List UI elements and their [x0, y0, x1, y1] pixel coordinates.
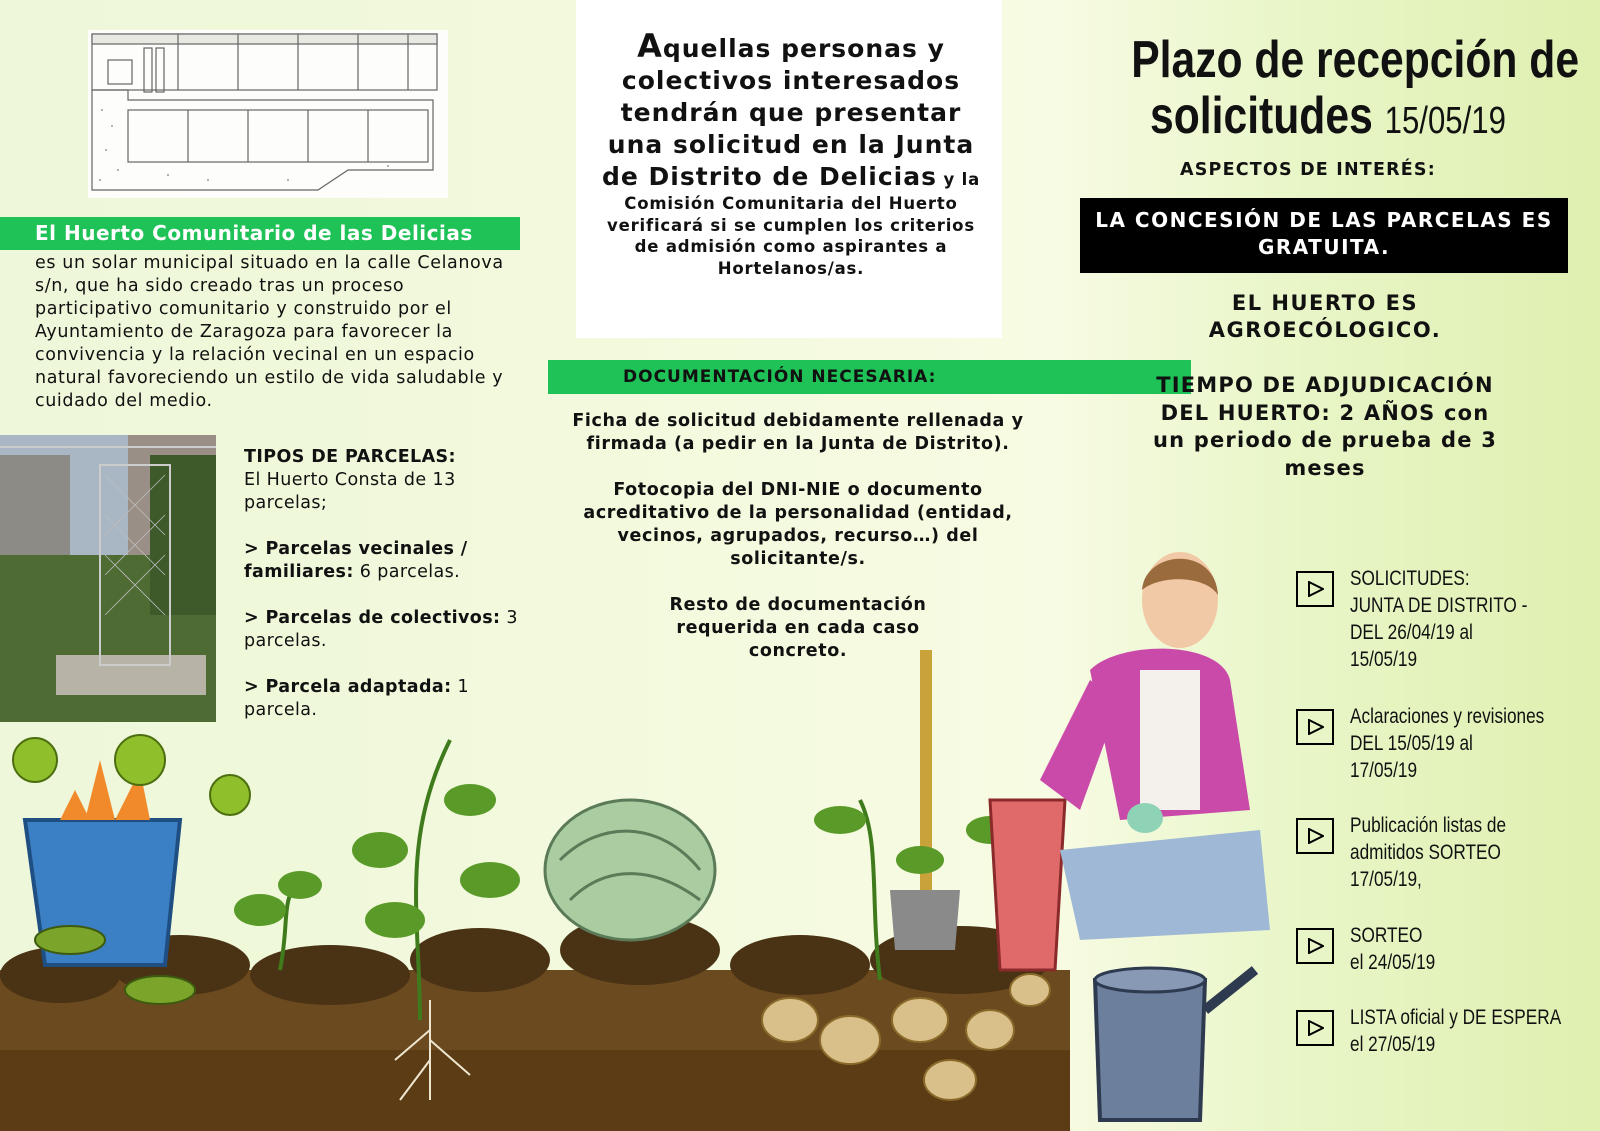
documentation-title: DOCUMENTACIÓN NECESARIA: [623, 367, 937, 387]
free-text: LA CONCESIÓN DE LAS PARCELAS ES GRATUITA. [1095, 208, 1553, 259]
deadline-date: 15/05/19 [1384, 100, 1506, 142]
plot-types-text: El Huerto Consta de 13 parcelas; [244, 470, 456, 513]
agroecological-text: EL HUERTO ES AGROECÓLOGICO. [1208, 291, 1442, 342]
play-icon [1296, 928, 1334, 964]
step-sorteo [1296, 922, 1596, 982]
collective-plots-label: > Parcelas de colectivos: [244, 608, 501, 628]
step-publicacion [1296, 812, 1596, 891]
garden-plan-illustration [88, 30, 448, 198]
play-icon [1296, 818, 1334, 854]
doc-item: Ficha de solicitud debidamente rellenada y firmada (a pedir en la Junta de Distrito). [572, 411, 1024, 454]
step-text: LISTA oficial y DE ESPERA el 27/05/19 [1350, 1006, 1562, 1056]
intro-first-letter: A [637, 27, 663, 65]
plot-types-title: TIPOS DE PARCELAS: [244, 447, 456, 467]
intro-main: quellas personas y colectivos interesados tendrán que presentar una solicitud en la Junta de Distrito de Delicias [601, 34, 975, 191]
neighbour-plots-label: > Parcelas vecinales / familiares: [244, 539, 468, 582]
deadline-line1: Plazo de recepción de [1131, 31, 1580, 89]
step-text: Publicación listas de admitidos SORTEO 17/05/19, [1350, 814, 1507, 891]
step-aclaraciones [1296, 703, 1596, 787]
huerto-description: es un solar municipal situado en la calle Celanova s/n, que ha sido creado tras un proceso participativo comunitario y construido por el Ayuntamiento de Zaragoza para favorecer la convivencia y la relación vecinal en un espacio natural favoreciendo un estilo de vida saludable y cuidado del medio. [35, 253, 504, 411]
doc-item: Fotocopia del DNI-NIE o documento acreditativo de la personalidad (entidad, vecinos, agrupados, recurso…) del solicitante/s. [583, 480, 1013, 569]
neighbour-plots-value: 6 parcelas. [353, 562, 461, 582]
intro-small: y la Comisión Comunitaria del Huerto verificará si se cumplen los criterios de admisión como aspirantes a Hortelanos/as. [607, 170, 981, 278]
step-text: SOLICITUDES: JUNTA DE DISTRITO - DEL 26/04/19 al 15/05/19 [1350, 567, 1528, 671]
adapted-plot-label: > Parcela adaptada: [244, 677, 452, 697]
watering-can-illustration [1075, 950, 1265, 1131]
deadline-heading [1088, 31, 1580, 149]
adapted-plot-value: 1 parcela. [244, 677, 469, 720]
aspects-title: ASPECTOS DE INTERÉS: [1180, 160, 1436, 180]
deadline-line2: solicitudes [1150, 87, 1373, 145]
step-text: SORTEO el 24/05/19 [1350, 924, 1436, 974]
allocation-time-text: TIEMPO DE ADJUDICACIÓN DEL HUERTO: 2 AÑOS con un periodo de prueba de 3 meses [1152, 373, 1498, 480]
play-icon [1296, 709, 1334, 745]
step-text: Aclaraciones y revisiones DEL 15/05/19 al 17/05/19 [1350, 705, 1545, 782]
doc-item: Resto de documentación requerida en cada caso concreto. [669, 595, 927, 661]
huerto-title: El Huerto Comunitario de las Delicias [0, 217, 520, 250]
intro-text [596, 27, 986, 279]
play-icon [1296, 1010, 1334, 1046]
step-solicitudes [1296, 565, 1596, 675]
collective-plots-value: 3 parcelas. [244, 608, 518, 651]
step-lista [1296, 1004, 1596, 1064]
play-icon [1296, 571, 1334, 607]
